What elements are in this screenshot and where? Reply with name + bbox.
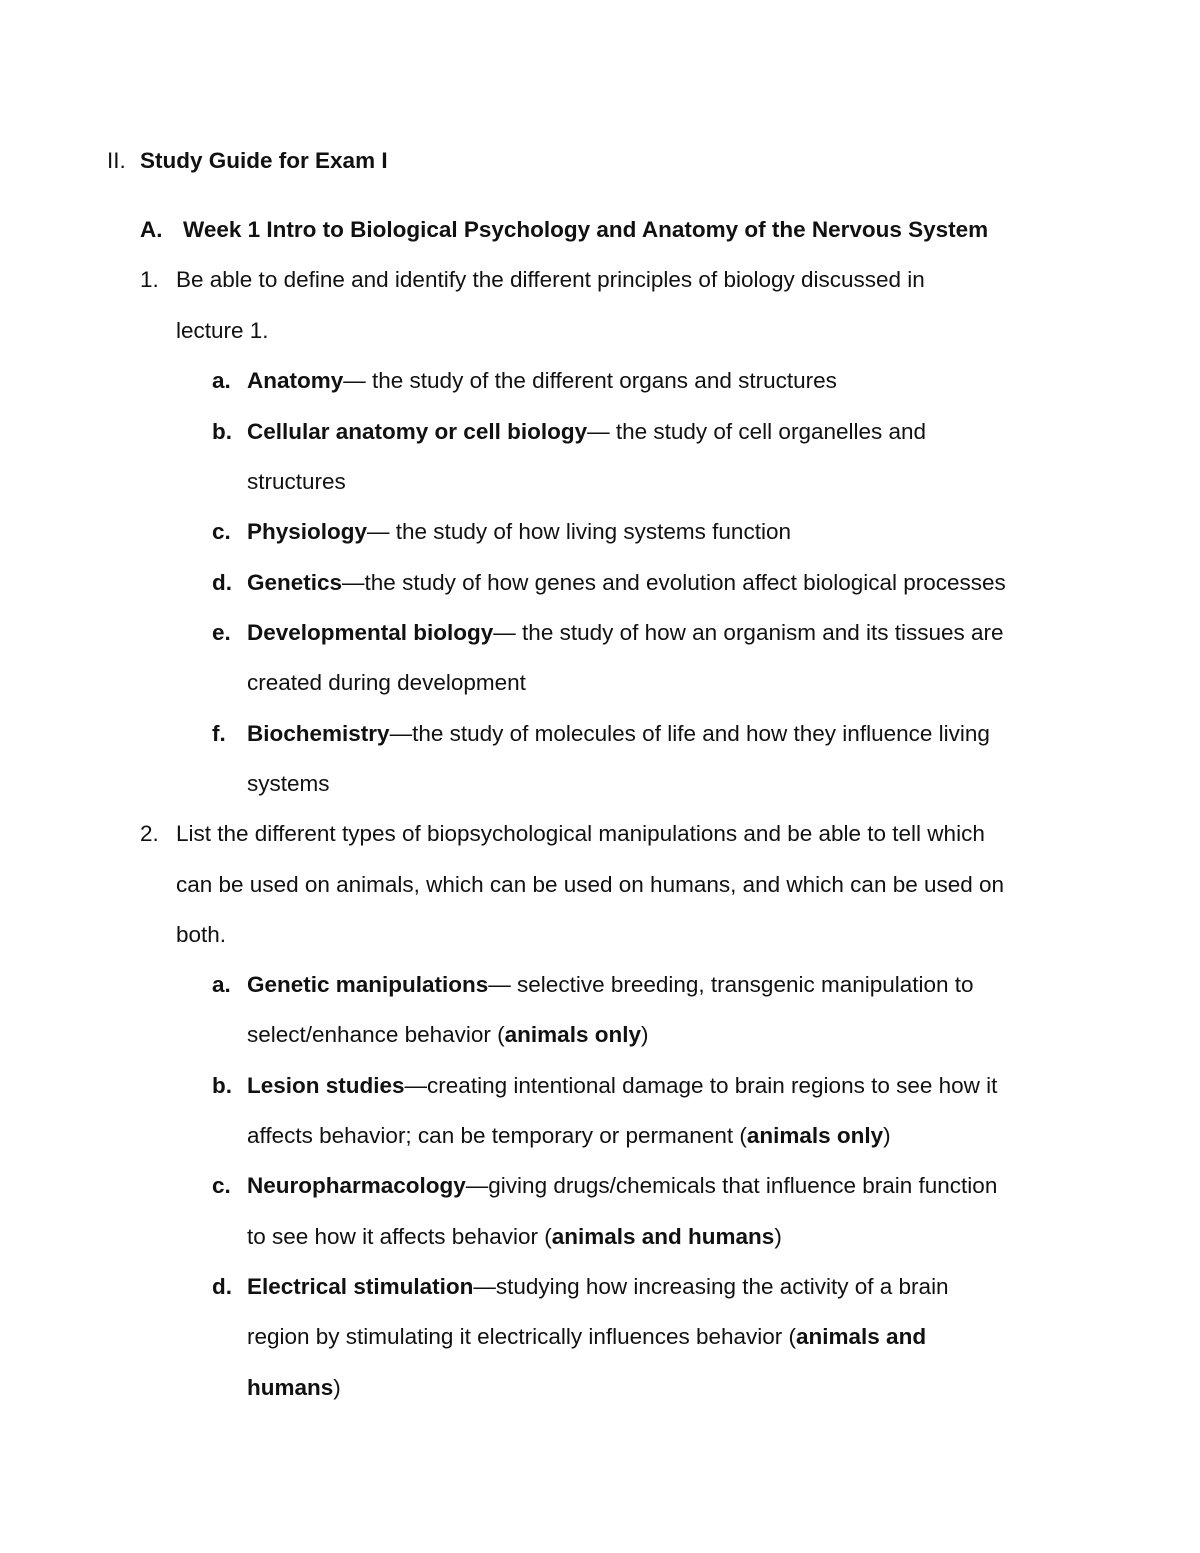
section-title: Week 1 Intro to Biological Psychology and Anatomy of the Nervous System [183,217,989,242]
usage-label: animals only [746,1123,884,1148]
list-item [247,568,1006,598]
document-heading [107,146,388,176]
usage-label: humans [247,1375,334,1400]
subitem-letter: f. [212,721,226,746]
subitem-letter: a. [212,368,231,393]
definition-text: ) [333,1375,341,1400]
subitem-letter: b. [212,419,232,444]
subitem-definition [247,1121,891,1151]
item-text: both. [176,922,227,947]
item-text: can be used on animals, which can be used on humans, and which can be used on [176,872,1005,897]
item-number: 1. [140,267,159,292]
subitem-definition: —creating intentional damage to brain regions to see how it [404,1073,998,1098]
subitem-definition: — the study of how living systems function [367,519,791,544]
subitem-term: Genetics [247,570,343,595]
subitem-term: Anatomy [247,368,344,393]
subitem-letter: d. [212,570,232,595]
list-item [247,970,974,1000]
subitem-letter: c. [212,519,231,544]
section-heading [140,215,163,245]
definition-text: ) [640,1022,649,1047]
usage-label: animals and [796,1324,927,1349]
subitem-definition: structures [247,469,346,494]
item-text: lecture 1. [176,318,269,343]
heading-number: II. [107,148,126,173]
subitem-definition [247,1373,341,1403]
subitem-term: Physiology [247,519,368,544]
subitem-definition [247,1322,926,1352]
list-item [247,366,837,396]
subitem-letter: b. [212,1073,232,1098]
definition-text: to see how it affects behavior ( [247,1224,552,1249]
list-item [247,1071,997,1101]
subitem-definition: systems [247,771,330,796]
subitem-definition: — the study of how an organism and its tissues are [493,620,1004,645]
subitem-definition: —studying how increasing the activity of a brain [473,1274,949,1299]
subitem-term: Lesion studies [247,1073,405,1098]
subitem-definition [247,1222,782,1252]
list-item [247,417,926,447]
list-item [247,1272,949,1302]
item-number: 2. [140,821,159,846]
subitem-term: Neuropharmacology [247,1173,466,1198]
usage-label: animals and humans [551,1224,775,1249]
subitem-term: Biochemistry [247,721,390,746]
definition-text: ) [774,1224,782,1249]
subitem-letter: a. [212,972,231,997]
subitem-definition: created during development [247,670,526,695]
definition-text: select/enhance behavior ( [247,1022,505,1047]
definition-text: region by stimulating it electrically influences behavior ( [247,1324,797,1349]
item-text: List the different types of biopsychological manipulations and be able to tell which [176,821,985,846]
list-item [247,1171,997,1201]
subitem-definition: —the study of how genes and evolution affect biological processes [342,570,1006,595]
list-item [247,618,1004,648]
subitem-definition: — selective breeding, transgenic manipulation to [488,972,974,997]
subitem-definition: — the study of cell organelles and [587,419,927,444]
list-item [247,719,990,749]
subitem-term: Developmental biology [247,620,494,645]
subitem-letter: e. [212,620,231,645]
heading-title: Study Guide for Exam I [140,148,388,173]
definition-text: affects behavior; can be temporary or permanent ( [247,1123,747,1148]
subitem-definition [247,1020,648,1050]
list-item [247,517,791,547]
usage-label: animals only [504,1022,641,1047]
item-text: Be able to define and identify the different principles of biology discussed in [176,267,925,292]
subitem-letter: c. [212,1173,231,1198]
subitem-definition: —the study of molecules of life and how they influence living [389,721,990,746]
subitem-term: Electrical stimulation [247,1274,474,1299]
subitem-definition: —giving drugs/chemicals that influence brain function [465,1173,998,1198]
section-letter: A. [140,217,163,242]
subitem-term: Genetic manipulations [247,972,489,997]
subitem-letter: d. [212,1274,232,1299]
definition-text: ) [883,1123,891,1148]
subitem-definition: — the study of the different organs and structures [343,368,837,393]
subitem-term: Cellular anatomy or cell biology [247,419,588,444]
